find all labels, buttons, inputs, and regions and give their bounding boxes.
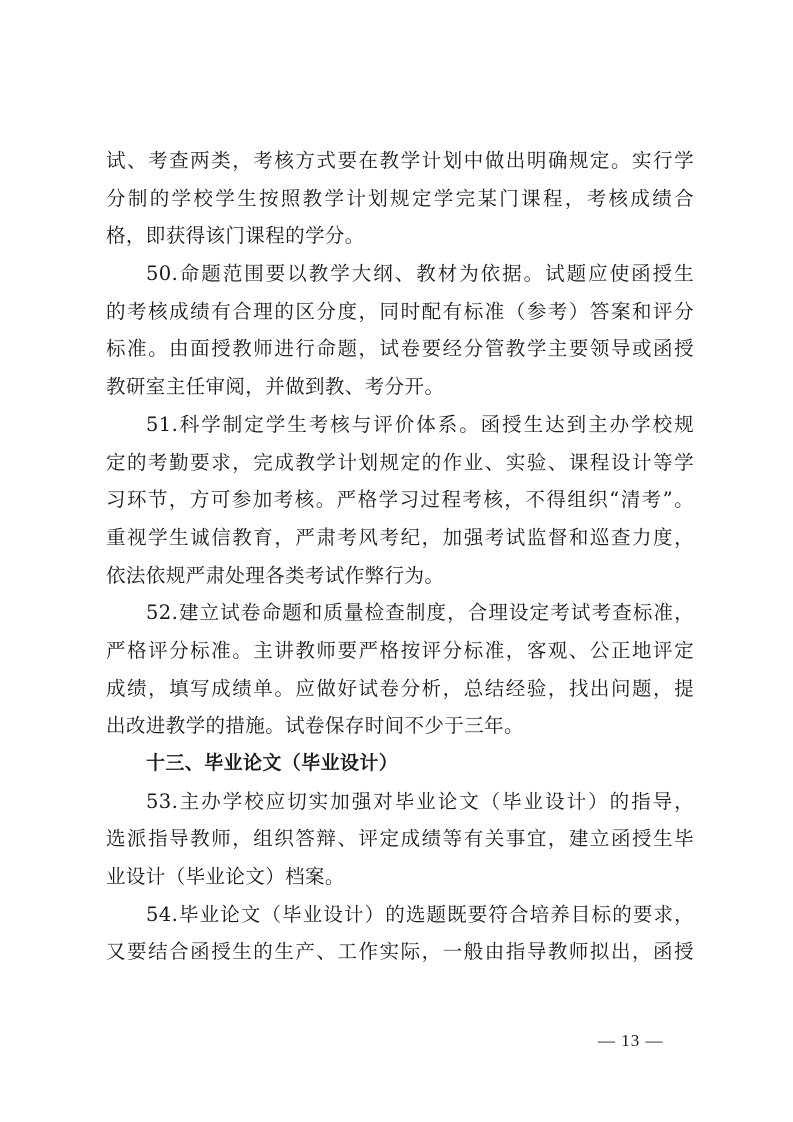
page-number: — 13 —	[598, 1031, 664, 1050]
paragraph-52-line-3: 成绩，填写成绩单。应做好试卷分析，总结经验，找出问题，提	[106, 676, 694, 700]
paragraph-51-line-1: 51.科学制定学生考核与评价体系。函授生达到主办学校规	[146, 412, 694, 436]
section-heading-13: 十三、毕业论文（毕业设计）	[146, 752, 399, 774]
paragraph-51-line-4: 重视学生诚信教育，严肃考风考纪，加强考试监督和巡查力度，	[106, 525, 694, 549]
paragraph-54-line-2: 又要结合函授生的生产、工作实际，一般由指导教师拟出，函授	[106, 940, 694, 964]
paragraph-52-line-1: 52.建立试卷命题和质量检查制度，合理设定考试考查标准，	[146, 601, 694, 625]
paragraph-52-line-2: 严格评分标准。主讲教师要严格按评分标准，客观、公正地评定	[106, 638, 694, 662]
paragraph-50-line-1: 50.命题范围要以教学大纲、教材为依据。试题应使函授生	[146, 262, 694, 286]
text-line-3: 格，即获得该门课程的学分。	[106, 224, 365, 248]
text-line-1: 试、考查两类，考核方式要在教学计划中做出明确规定。实行学	[106, 149, 694, 172]
paragraph-52-line-4: 出改进教学的措施。试卷保存时间不少于三年。	[106, 714, 524, 738]
paragraph-51-line-5: 依法依规严肃处理各类考试作弊行为。	[106, 563, 445, 587]
paragraph-51-line-2: 定的考勤要求，完成教学计划规定的作业、实验、课程设计等学	[106, 450, 694, 474]
paragraph-50-line-4: 教研室主任审阅，并做到教、考分开。	[106, 375, 445, 399]
paragraph-53-line-2: 选派指导教师，组织答辩、评定成绩等有关事宜，建立函授生毕	[106, 827, 694, 851]
document-body	[106, 142, 694, 971]
paragraph-50-line-2: 的考核成绩有合理的区分度，同时配有标准（参考）答案和评分	[106, 299, 694, 323]
paragraph-51-line-3: 习环节，方可参加考核。严格学习过程考核，不得组织“清考”。	[106, 488, 694, 512]
paragraph-50-line-3: 标准。由面授教师进行命题，试卷要经分管教学主要领导或函授	[106, 337, 694, 361]
text-line-2: 分制的学校学生按照教学计划规定学完某门课程，考核成绩合	[106, 186, 694, 210]
paragraph-53-line-3: 业设计（毕业论文）档案。	[106, 865, 345, 889]
paragraph-54-line-1: 54.毕业论文（毕业设计）的选题既要符合培养目标的要求，	[146, 902, 694, 926]
paragraph-53-line-1: 53.主办学校应切实加强对毕业论文（毕业设计）的指导，	[146, 789, 694, 813]
